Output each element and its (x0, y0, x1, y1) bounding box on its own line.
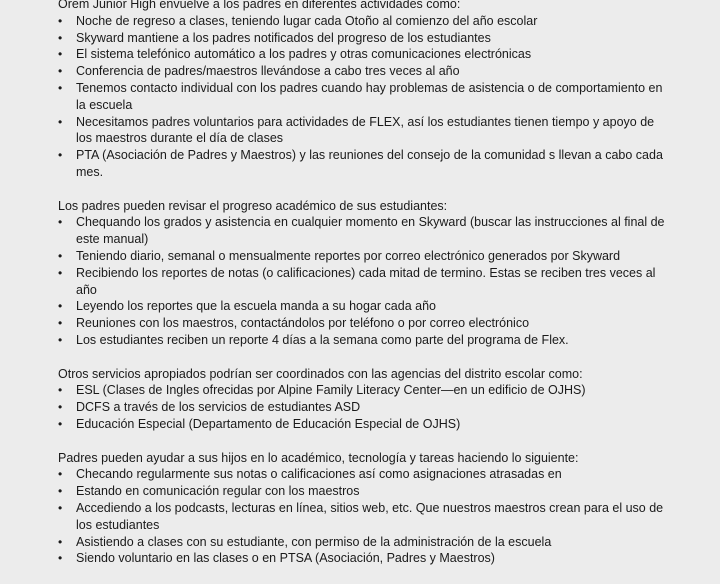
list-item-text: Noche de regreso a clases, teniendo lugar cada Otoño al comienzo del año escolar (76, 13, 538, 28)
list-item (58, 46, 672, 63)
list-item (58, 147, 672, 181)
bullet-icon: • (58, 114, 63, 129)
section-intro: Los padres pueden revisar el progreso académico de sus estudiantes: (58, 198, 448, 213)
list-item (58, 534, 672, 551)
list-item (58, 550, 672, 567)
list-item (58, 416, 672, 433)
section-parent-help (58, 450, 672, 568)
list-item-text: Checando regularmente sus notas o calificaciones así como asignaciones atrasadas en (76, 467, 562, 482)
bullet-list (58, 214, 672, 348)
list-item (58, 315, 672, 332)
bullet-icon: • (58, 80, 63, 95)
bullet-list (58, 13, 672, 181)
bullet-icon: • (58, 265, 63, 280)
list-item-text: Reuniones con los maestros, contactándolos por teléfono o por correo electrónico (76, 316, 530, 331)
section-activities (58, 0, 672, 181)
section-academic-progress (58, 198, 672, 349)
bullet-icon: • (58, 551, 63, 566)
list-item-text: Conferencia de padres/maestros llevándose a cabo tres veces al año (76, 64, 460, 79)
list-item-text: Skyward mantiene a los padres notificados del progreso de los estudiantes (76, 30, 491, 45)
list-item (58, 214, 672, 248)
bullet-icon: • (58, 534, 63, 549)
list-item (58, 80, 672, 114)
list-item-text: Asistiendo a clases con su estudiante, con permiso de la administración de la escuela (76, 534, 552, 549)
section-intro: Orem Junior High envuelve a los padres en diferentes actividades como: (58, 0, 461, 11)
list-item-text: Teniendo diario, semanal o mensualmente reportes por correo electrónico generados por Skyward (76, 248, 621, 263)
bullet-icon: • (58, 467, 63, 482)
bullet-icon: • (58, 332, 63, 347)
list-item-text: Leyendo los reportes que la escuela manda a su hogar cada año (76, 299, 436, 314)
list-item (58, 265, 672, 299)
bullet-icon: • (58, 30, 63, 45)
bullet-icon: • (58, 299, 63, 314)
list-item (58, 500, 672, 534)
bullet-icon: • (58, 383, 63, 398)
bullet-list (58, 466, 672, 567)
list-item-text: Estando en comunicación regular con los maestros (76, 484, 360, 499)
section-intro: Otros servicios apropiados podrían ser coordinados con las agencias del distrito escolar como: (58, 366, 583, 381)
list-item-text: Siendo voluntario en las clases o en PTSA (Asociación, Padres y Maestros) (76, 551, 495, 566)
list-item (58, 114, 672, 148)
list-item (58, 30, 672, 47)
list-item (58, 399, 672, 416)
list-item (58, 332, 672, 349)
bullet-icon: • (58, 500, 63, 515)
list-item (58, 483, 672, 500)
bullet-icon: • (58, 47, 63, 62)
list-item (58, 382, 672, 399)
list-item-text: Accediendo a los podcasts, lecturas en línea, sitios web, etc. Que nuestros maestros crean para el uso de los estudiantes (76, 500, 664, 532)
bullet-icon: • (58, 400, 63, 415)
list-item-text: El sistema telefónico automático a los padres y otras comunicaciones electrónicas (76, 47, 532, 62)
list-item (58, 13, 672, 30)
list-item-text: Los estudiantes reciben un reporte 4 días a la semana como parte del programa de Flex. (76, 332, 569, 347)
list-item (58, 466, 672, 483)
list-item-text: PTA (Asociación de Padres y Maestros) y las reuniones del consejo de la comunidad s llevan a cabo cada mes. (76, 148, 663, 179)
section-intro: Padres pueden ayudar a sus hijos en lo académico, tecnología y tareas haciendo lo siguiente: (58, 450, 579, 465)
list-item-text: Chequando los grados y asistencia en cualquier momento en Skyward (buscar las instrucciones al final de este manual) (76, 215, 665, 247)
bullet-icon: • (58, 64, 63, 79)
bullet-icon: • (58, 215, 63, 230)
list-item (58, 298, 672, 315)
list-item (58, 248, 672, 265)
list-item-text: ESL (Clases de Ingles ofrecidas por Alpine Family Literacy Center—en un edificio de OJHS) (76, 383, 586, 398)
list-item (58, 63, 672, 80)
bullet-icon: • (58, 13, 63, 28)
bullet-list (58, 382, 672, 432)
bullet-icon: • (58, 248, 63, 263)
section-district-services (58, 366, 672, 433)
list-item-text: Educación Especial (Departamento de Educación Especial de OJHS) (76, 416, 461, 431)
bullet-icon: • (58, 316, 63, 331)
bullet-icon: • (58, 484, 63, 499)
bullet-icon: • (58, 148, 63, 163)
bullet-icon: • (58, 416, 63, 431)
list-item-text: Necesitamos padres voluntarios para actividades de FLEX, así los estudiantes tienen tiempo y apoyo de los maestros durante el día de clases (76, 114, 655, 146)
list-item-text: DCFS a través de los servicios de estudiantes ASD (76, 400, 361, 415)
list-item-text: Tenemos contacto individual con los padres cuando hay problemas de asistencia o de comportamiento en la escuela (76, 80, 663, 112)
list-item-text: Recibiendo los reportes de notas (o calificaciones) cada mitad de termino. Estas se reciben tres veces al año (76, 265, 656, 297)
